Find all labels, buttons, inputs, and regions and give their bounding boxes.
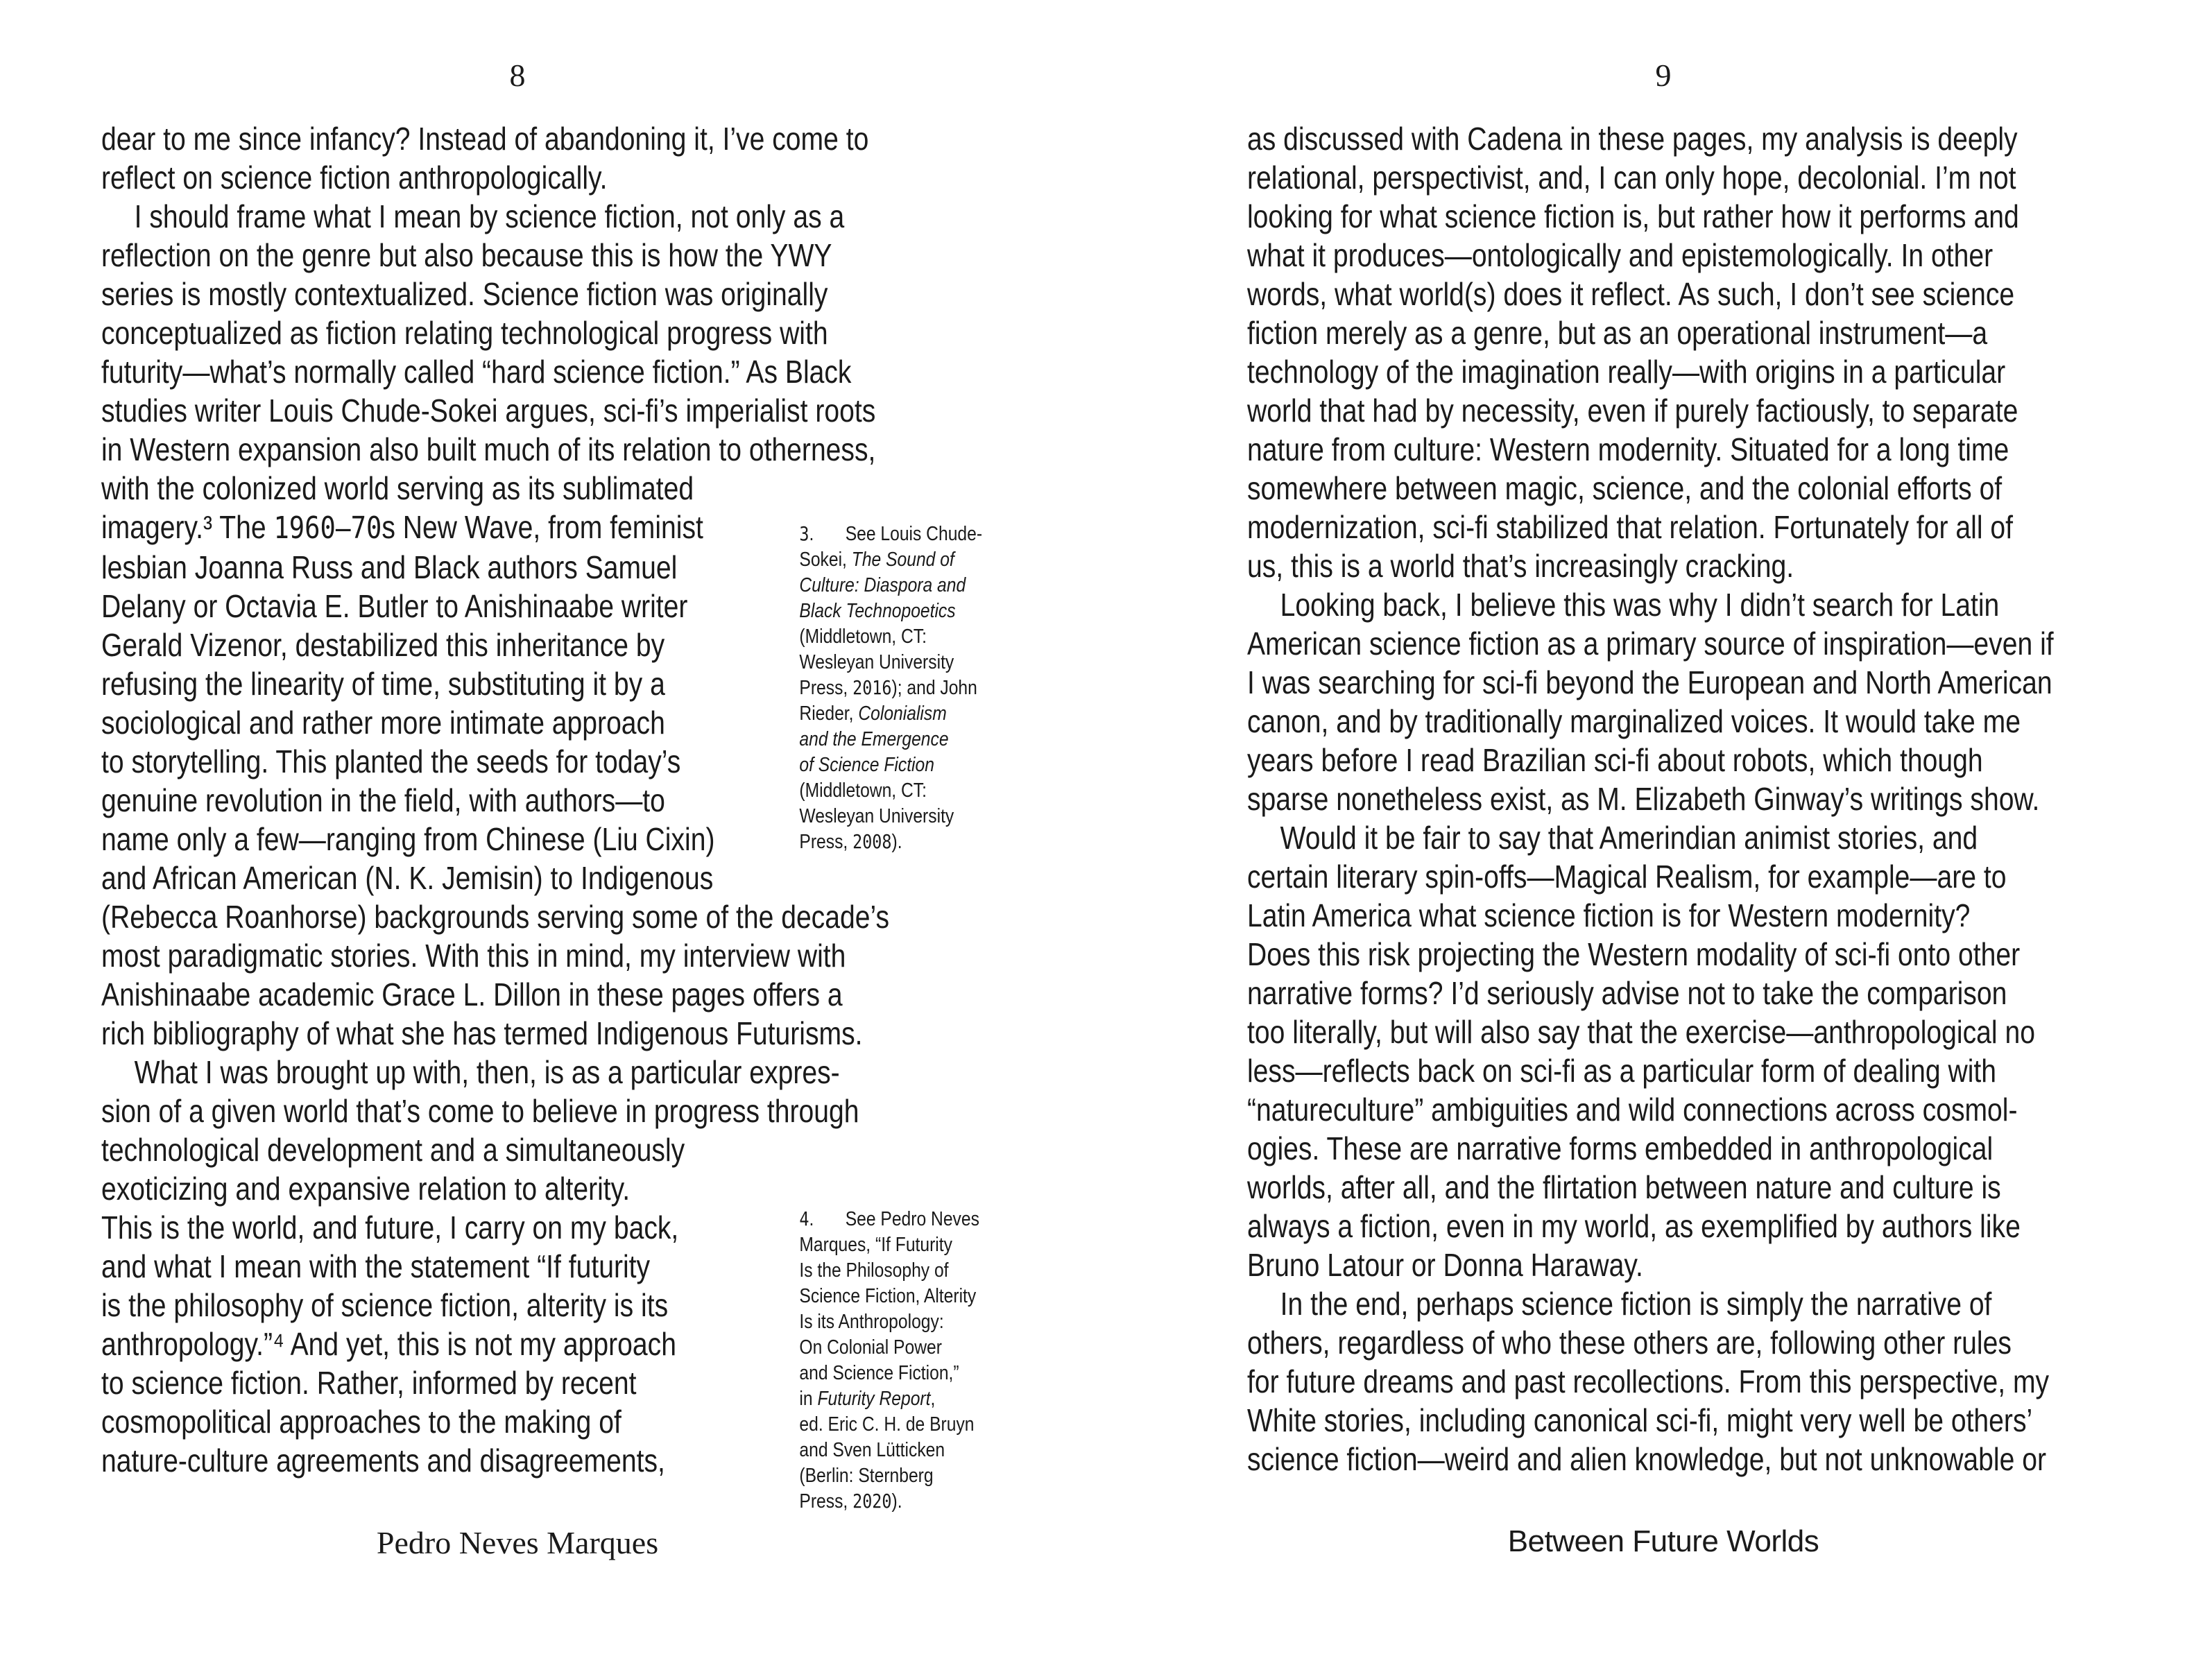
body-line: American science fiction as a primary source of inspiration—even if (1247, 626, 2054, 662)
body-line: modernization, sci-fi stabilized that relation. Fortunately for all of (1247, 509, 2014, 545)
body-line: as discussed with Cadena in these pages, my analysis is deeply (1247, 121, 2018, 157)
body-line: imagery.³ The 1960–70s New Wave, from feminist (101, 509, 703, 546)
body-line: science fiction—weird and alien knowledge, but not unknowable or (1247, 1441, 2046, 1477)
footnote-line (799, 1489, 1047, 1515)
body-line: looking for what science fiction is, but rather how it performs and (1247, 198, 2019, 234)
body-line: canon, and by traditionally marginalized voices. It would take me (1247, 703, 2021, 739)
footnote-line (799, 1438, 1047, 1463)
footnote-text: Wesleyan University (799, 805, 954, 827)
body-line: White stories, including canonical sci-fi, might very well be others’ (1247, 1402, 2033, 1438)
footnote-text: The Sound of (851, 549, 954, 571)
footnote-text: On Colonial Power (799, 1336, 942, 1359)
body-line: words, what world(s) does it reflect. As such, I don’t see science (1247, 276, 2015, 312)
footnote-text: Wesleyan University (799, 651, 954, 673)
body-line: Gerald Vizenor, destabilized this inheritance by (101, 627, 665, 663)
body-line: sociological and rather more intimate approach (101, 705, 665, 741)
page-number-right: 9 (1655, 58, 1672, 93)
footnote-line (799, 624, 1047, 650)
body-line: What I was brought up with, then, is as a particular expres- (134, 1054, 840, 1090)
body-line: most paradigmatic stories. With this in mind, my interview with (101, 938, 846, 974)
body-line: ogies. These are narrative forms embedded in anthropological (1247, 1130, 1994, 1166)
footnote-line (799, 522, 1047, 547)
body-line: others, regardless of who these others are, following other rules (1247, 1325, 2012, 1361)
footnote-text: See Louis Chude- (845, 523, 983, 545)
body-line: I was searching for sci-fi beyond the European and North American (1247, 664, 2052, 700)
body-line: nature from culture: Western modernity. Situated for a long time (1247, 431, 2009, 467)
footnote-text: Sokei, (799, 549, 852, 571)
footnote-line (799, 1284, 1047, 1309)
footnote-text: Press, 2020). (799, 1490, 902, 1513)
body-line: Bruno Latour or Donna Haraway. (1247, 1247, 1643, 1283)
footnote-line (799, 598, 1047, 624)
body-line: Delany or Octavia E. Butler to Anishinaabe writer (101, 588, 688, 624)
body-line: technological development and a simultaneously (101, 1132, 685, 1168)
body-line: Looking back, I believe this was why I didn’t search for Latin (1280, 587, 2000, 623)
footnote-line (799, 727, 1047, 752)
body-line: to storytelling. This planted the seeds for today’s (101, 743, 681, 779)
body-line: nature-culture agreements and disagreements, (101, 1442, 665, 1479)
body-line: rich bibliography of what she has termed Indigenous Futurisms. (101, 1015, 863, 1051)
body-line: “natureculture” ambiguities and wild connections across cosmol- (1247, 1092, 2018, 1128)
footnote-text: and Sven Lütticken (799, 1439, 945, 1461)
footnote-text: Is the Philosophy of (799, 1259, 949, 1282)
body-line: sion of a given world that’s come to believe in progress through (101, 1093, 859, 1129)
footnote-text: Science Fiction, Alterity (799, 1285, 977, 1307)
footnote-line (799, 1412, 1047, 1438)
body-line: cosmopolitical approaches to the making of (101, 1404, 621, 1440)
body-line: technology of the imagination really—with origins in a particular (1247, 354, 2006, 390)
body-line: futurity—what’s normally called “hard science fiction.” As Black (101, 354, 852, 390)
body-line: genuine revolution in the field, with authors—to (101, 782, 665, 818)
body-line: anthropology.”⁴ And yet, this is not my approach (101, 1326, 676, 1362)
running-footer-title: Between Future Worlds (1507, 1524, 1819, 1558)
footnote-text: Marques, “If Futurity (799, 1234, 952, 1256)
footnote-line (799, 1335, 1047, 1361)
footnote-line (799, 675, 1047, 701)
footnote-text: Culture: Diaspora and (799, 574, 966, 596)
footnote-number: 4. (799, 1208, 814, 1230)
footnote-text: Black Technopoetics (799, 600, 956, 622)
footnote-line (799, 804, 1047, 829)
body-line: too literally, but will also say that the exercise—anthropological no (1247, 1014, 2035, 1050)
footnote-text: Press, 2008). (799, 831, 902, 853)
body-line: less—reflects back on sci-fi as a particular form of dealing with (1247, 1053, 1997, 1089)
body-line: exoticizing and expansive relation to alterity. (101, 1171, 631, 1207)
footnote-line (799, 1386, 1047, 1412)
body-line: always a fiction, even in my world, as exemplified by authors like (1247, 1208, 2021, 1244)
footnote-text: Is its Anthropology: (799, 1311, 944, 1333)
footnote-text: of Science Fiction (799, 754, 934, 776)
footnote-text: Rieder, (799, 703, 859, 725)
footnote-line (799, 573, 1047, 598)
body-line: This is the world, and future, I carry on my back, (101, 1209, 679, 1246)
left-page-body-text (101, 119, 1045, 1513)
body-line: certain literary spin-offs—Magical Realism, for example—are to (1247, 859, 2007, 895)
body-line: reflection on the genre but also because this is how the YWY (101, 237, 832, 273)
body-line: Anishinaabe academic Grace L. Dillon in these pages offers a (101, 976, 843, 1013)
body-line: lesbian Joanna Russ and Black authors Samuel (101, 549, 678, 585)
body-line: (Rebecca Roanhorse) backgrounds serving some of the decade’s (101, 899, 890, 935)
running-footer-author: Pedro Neves Marques (376, 1525, 659, 1560)
footnote-text: Press, 2016); and John (799, 677, 977, 699)
footnote-line (799, 1463, 1047, 1489)
margin-footnote-4 (799, 1207, 1047, 1515)
body-line: narrative forms? I’d seriously advise not to take the comparison (1247, 975, 2007, 1011)
body-line: In the end, perhaps science fiction is simply the narrative of (1280, 1286, 1992, 1322)
footnote-text: (Middletown, CT: (799, 626, 927, 648)
body-line: worlds, after all, and the flirtation between nature and culture is (1247, 1169, 2001, 1205)
footnote-text: (Berlin: Sternberg (799, 1465, 934, 1487)
body-line: I should frame what I mean by science fiction, not only as a (134, 198, 845, 234)
footnote-line (799, 650, 1047, 675)
body-line: dear to me since infancy? Instead of abandoning it, I’ve come to (101, 121, 869, 157)
body-line: years before I read Brazilian sci-fi about robots, which though (1247, 742, 1983, 778)
footnote-text: , (930, 1388, 936, 1410)
footnote-line (799, 1232, 1047, 1258)
footnote-line (799, 1258, 1047, 1284)
footnote-line (799, 829, 1047, 855)
body-line: with the colonized world serving as its sublimated (101, 470, 694, 506)
body-line: and what I mean with the statement “If futurity (101, 1248, 651, 1284)
footnote-text: Futurity Report (817, 1388, 931, 1410)
body-line: Latin America what science fiction is for Western modernity? (1247, 897, 1971, 933)
page-number-left: 8 (509, 58, 526, 93)
body-line: to science fiction. Rather, informed by recent (101, 1365, 637, 1401)
body-line: conceptualized as fiction relating technological progress with (101, 315, 828, 351)
footnote-number: 3. (799, 523, 814, 545)
body-line: studies writer Louis Chude-Sokei argues, sci-fi’s imperialist roots (101, 393, 876, 429)
footnote-text: in (799, 1388, 818, 1410)
footnote-text: See Pedro Neves (845, 1208, 979, 1230)
footnote-line (799, 1361, 1047, 1386)
body-line: in Western expansion also built much of its relation to otherness, (101, 431, 876, 467)
body-line: is the philosophy of science fiction, alterity is its (101, 1287, 669, 1323)
footnote-text: (Middletown, CT: (799, 779, 927, 802)
body-line: and African American (N. K. Jemisin) to Indigenous (101, 860, 714, 896)
body-line: sparse nonetheless exist, as M. Elizabeth Ginway’s writings show. (1247, 781, 2040, 817)
footnote-line (799, 1207, 1047, 1232)
footnote-line (799, 778, 1047, 804)
body-line: fiction merely as a genre, but as an operational instrument—a (1247, 315, 1988, 351)
body-line: Does this risk projecting the Western modality of sci-fi onto other (1247, 936, 2021, 972)
body-line: us, this is a world that’s increasingly cracking. (1247, 548, 1794, 584)
right-page-body-text (1247, 119, 2190, 1479)
footnote-text: ed. Eric C. H. de Bruyn (799, 1413, 975, 1436)
footnote-line (799, 701, 1047, 727)
body-line: somewhere between magic, science, and the colonial efforts of (1247, 470, 2003, 506)
footnote-text: and the Emergence (799, 728, 949, 750)
margin-footnote-3 (799, 522, 1047, 855)
footnote-line (799, 1309, 1047, 1335)
body-line: relational, perspectivist, and, I can only hope, decolonial. I’m not (1247, 160, 2016, 196)
body-line: name only a few—ranging from Chinese (Liu Cixin) (101, 821, 715, 857)
body-line: what it produces—ontologically and epistemologically. In other (1247, 237, 1994, 273)
footnote-line (799, 547, 1047, 573)
body-line: refusing the linearity of time, substituting it by a (101, 666, 665, 702)
footnote-text: Colonialism (858, 703, 947, 725)
body-line: Would it be fair to say that Amerindian animist stories, and (1280, 820, 1978, 856)
footnote-line (799, 752, 1047, 778)
footnote-text: and Science Fiction,” (799, 1362, 959, 1384)
body-line: world that had by necessity, even if purely factiously, to separate (1247, 393, 2018, 429)
body-line: for future dreams and past recollections. From this perspective, my (1247, 1363, 2050, 1399)
body-line: reflect on science fiction anthropologically. (101, 160, 608, 196)
body-line: series is mostly contextualized. Science fiction was originally (101, 276, 828, 312)
